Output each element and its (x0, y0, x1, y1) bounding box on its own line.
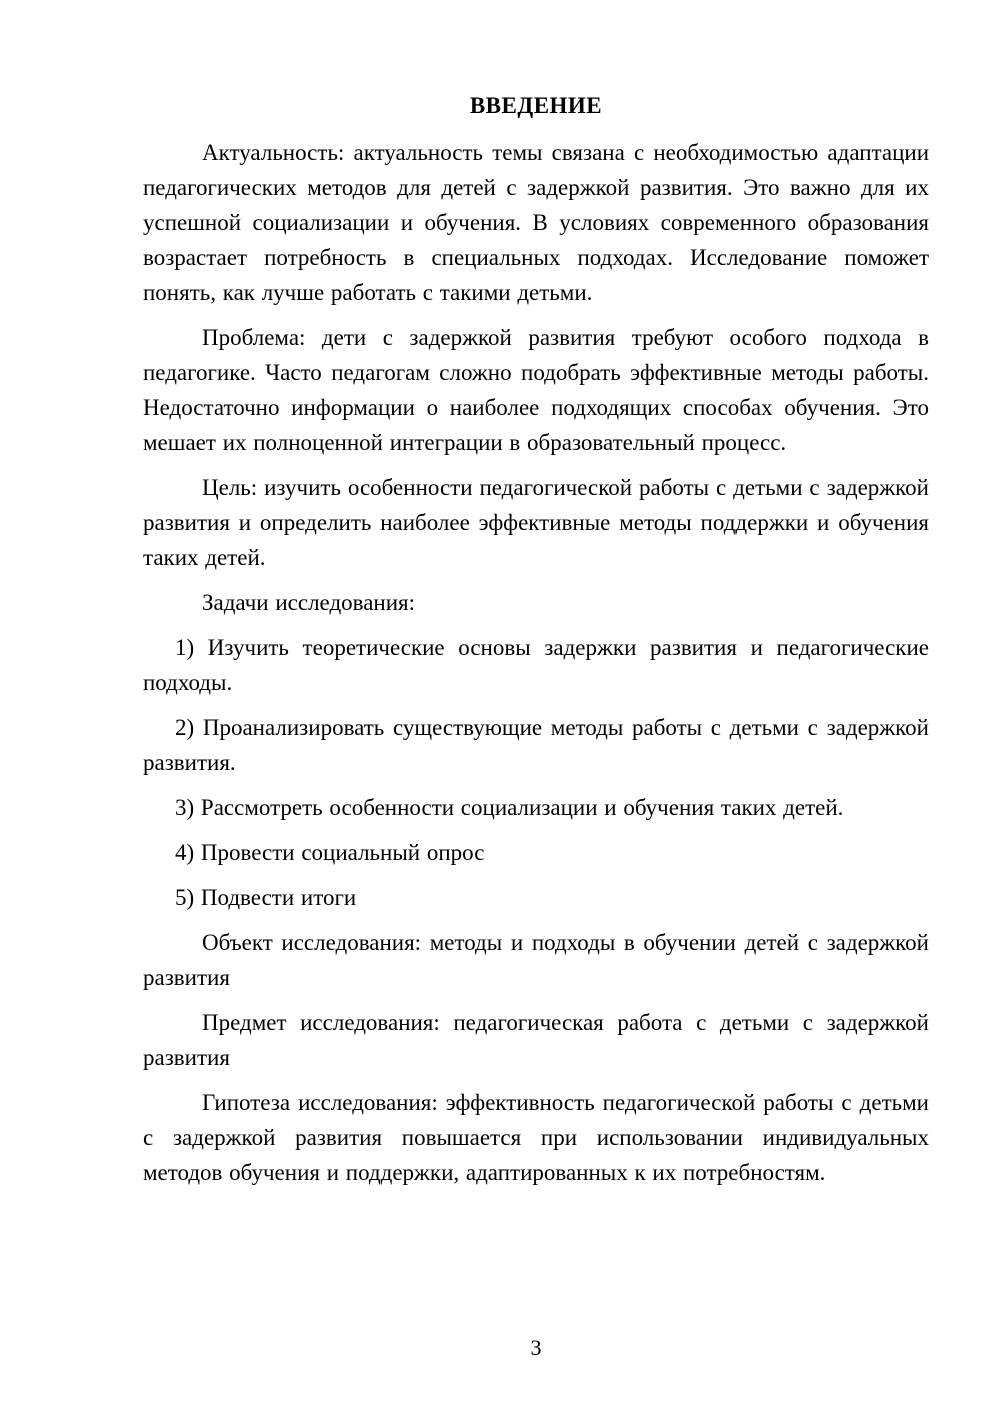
task-item-1: 1) Изучить теоретические основы задержки развития и педагогические подходы. (143, 635, 929, 695)
paragraph-hypothesis: Гипотеза исследования: эффективность педагогической работы с детьми с задержкой развития повышается при использовании индивидуальных методов обучения и поддержки, адаптированных к их потребностям. (143, 1090, 929, 1185)
paragraph-relevance: Актуальность: актуальность темы связана с необходимостью адаптации педагогических методов для детей с задержкой развития. Это важно для их успешной социализации и обучения. В условиях современного образования возрастает потребность в специальных подходах. Исследование поможет понять, как лучше работать с такими детьми. (143, 140, 929, 305)
task-item-2: 2) Проанализировать существующие методы работы с детьми с задержкой развития. (143, 715, 929, 775)
paragraph-problem: Проблема: дети с задержкой развития требуют особого подхода в педагогике. Часто педагогам сложно подобрать эффективные методы работы. Недостаточно информации о наиболее подходящих способах обучения. Это мешает их полноценной интеграции в образовательный процесс. (143, 325, 929, 455)
task-item-3: 3) Рассмотреть особенности социализации и обучения таких детей. (175, 795, 844, 820)
paragraph-subject: Предмет исследования: педагогическая работа с детьми с задержкой развития (143, 1010, 929, 1070)
paragraph-tasks-heading: Задачи исследования: (202, 590, 416, 615)
task-item-4: 4) Провести социальный опрос (175, 840, 485, 865)
page-number: 3 (530, 1335, 542, 1360)
paragraph-goal: Цель: изучить особенности педагогической работы с детьми с задержкой развития и определить наиболее эффективные методы поддержки и обучения таких детей. (143, 475, 929, 570)
page-title: ВВЕДЕНИЕ (469, 93, 603, 118)
paragraph-object: Объект исследования: методы и подходы в обучении детей с задержкой развития (143, 930, 929, 990)
task-item-5: 5) Подвести итоги (175, 885, 357, 910)
